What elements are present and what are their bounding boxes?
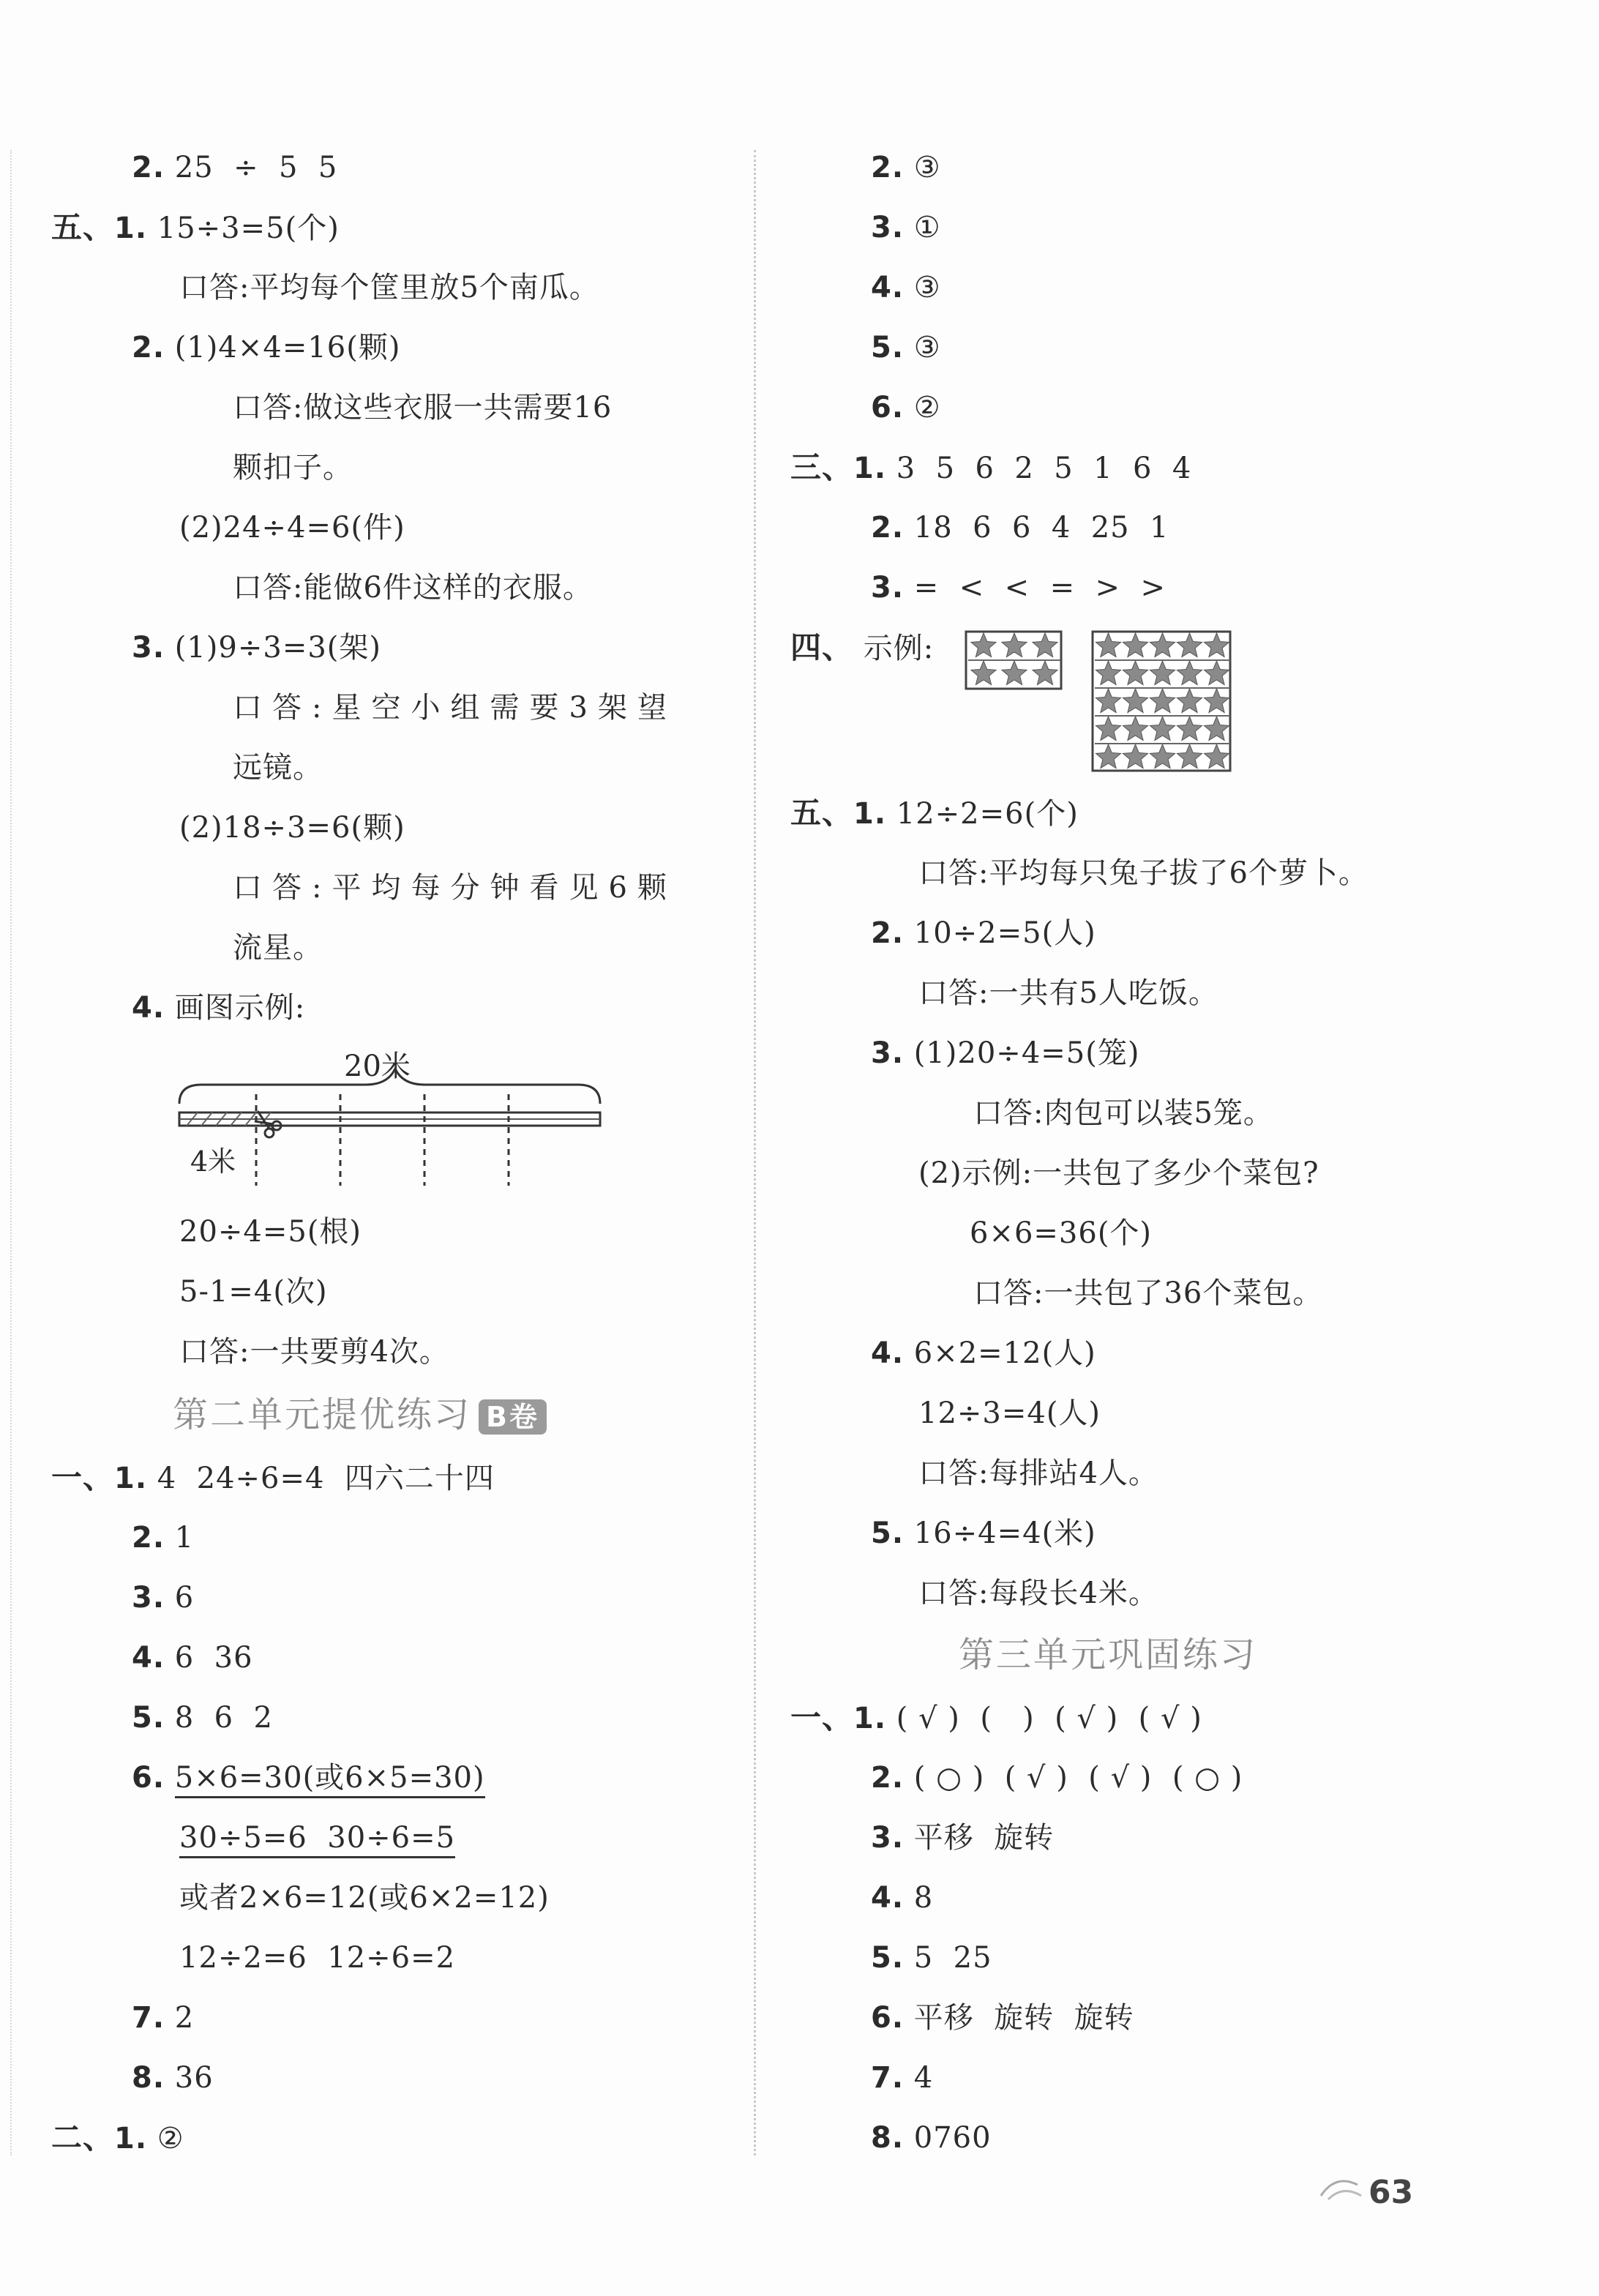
page-decoration-icon [1317,2170,1368,2207]
answer-line: 或者2×6=12(或6×2=12) [179,1881,550,1915]
answer-line: 6. 5×6=30(或6×5=30) [132,1759,485,1797]
answer-line: 流星。 [233,931,323,965]
answer-line: 3. 6 [132,1581,195,1615]
answer-line: 4. 画图示例: [132,991,306,1025]
answer-line: 20÷4=5(根) [179,1215,362,1249]
answer-line: 颗扣子。 [233,451,353,485]
diagram-top-label: 20米 [344,1050,411,1083]
answer-line: 8. 0760 [871,2121,992,2155]
answer-line: 5. 8 6 2 [132,1701,273,1735]
unit-title: 第三单元巩固练习 [959,1634,1258,1675]
answer-line: 2. 18 6 6 4 25 1 [871,511,1169,545]
answer-line: 2. (1)4×4=16(颗) [132,331,401,364]
answer-line: 7. 4 [871,2061,934,2095]
answer-line: (2)示例:一共包了多少个菜包? [918,1156,1319,1190]
answer-line: 3. (1)20÷4=5(笼) [871,1036,1140,1070]
diagram-left-label: 4米 [190,1145,236,1178]
answer-line: 四、 示例: [790,629,935,665]
answer-line: 口答:肉包可以装5笼。 [973,1096,1273,1130]
answer-line: 口答:做这些衣服一共需要16 [233,391,613,425]
answer-line: 口答:星空小组需要3架望 [233,691,677,725]
answer-line: 口答:平均每分钟看见6颗 [233,871,677,905]
answer-line: 12÷2=6 12÷6=2 [179,1941,456,1975]
answer-line: 二、1. ② [51,2120,184,2155]
answer-line: 口答:每段长4米。 [918,1577,1158,1610]
answer-line: 7. 2 [132,2001,195,2035]
answer-line: (2)18÷3=6(颗) [179,811,405,845]
answer-line: 2. ( ○ ) ( √ ) ( √ ) ( ○ ) [871,1761,1243,1795]
answer-line: 2. 25 ÷ 5 5 [132,151,338,184]
unit-title: 第二单元提优练习 B卷 [173,1393,547,1437]
answer-line: 2. 1 [132,1521,195,1555]
answer-line: 6. ② [871,391,941,425]
answer-line: 5. 5 25 [871,1941,992,1975]
answer-line: 3. = < < = > > [871,571,1166,605]
answer-line: 口答:平均每只兔子拔了6个萝卜。 [918,856,1368,890]
star-grids [962,628,1240,774]
answer-line: 一、1. 4 24÷6=4 四六二十四 [51,1459,495,1495]
rope-diagram [168,1039,622,1193]
answer-line: 五、1. 15÷3=5(个) [51,209,340,245]
answer-line: 5. ③ [871,331,941,364]
answer-line: 6×6=36(个) [970,1216,1153,1250]
answer-line: 口答:一共包了36个菜包。 [973,1276,1323,1310]
answer-line: 口答:平均每个筐里放5个南瓜。 [179,271,599,304]
answer-line: 口答:一共要剪4次。 [179,1335,449,1369]
answer-line: 6. 平移 旋转 旋转 [871,2001,1134,2035]
answer-line: 4. 6×2=12(人) [871,1336,1096,1370]
answer-line: 4. ③ [871,271,941,304]
left-margin-dots [10,150,12,2155]
answer-line: 远镜。 [233,751,323,785]
answer-line: 口答:一共有5人吃饭。 [918,976,1218,1010]
answer-line: 3. ① [871,211,941,244]
answer-line: 5. 16÷4=4(米) [871,1517,1096,1550]
answer-line: 2. 10÷2=5(人) [871,916,1096,950]
answer-line: 8. 36 [132,2061,214,2095]
answer-line: 三、1. 3 5 6 2 5 1 6 4 [790,449,1192,485]
answer-line: 3. 平移 旋转 [871,1821,1055,1855]
answer-line: 30÷5=6 30÷6=5 [179,1819,455,1857]
answer-line: 口答:能做6件这样的衣服。 [233,571,593,605]
answer-line: 4. 8 [871,1881,934,1915]
answer-line: 3. (1)9÷3=3(架) [132,631,381,665]
answer-line: 12÷3=4(人) [918,1396,1101,1430]
answer-line: 五、1. 12÷2=6(个) [790,795,1079,831]
answer-line: (2)24÷4=6(件) [179,511,405,545]
answer-line: 一、1. ( √ ) ( ) ( √ ) ( √ ) [790,1699,1202,1735]
page-number: 63 [1368,2174,1414,2211]
answer-line: 4. 6 36 [132,1641,253,1675]
answer-line: 口答:每排站4人。 [918,1456,1158,1490]
column-divider [754,150,756,2155]
answer-line: 5-1=4(次) [179,1275,328,1309]
badge-b: B卷 [479,1399,547,1435]
answer-line: 2. ③ [871,151,941,184]
